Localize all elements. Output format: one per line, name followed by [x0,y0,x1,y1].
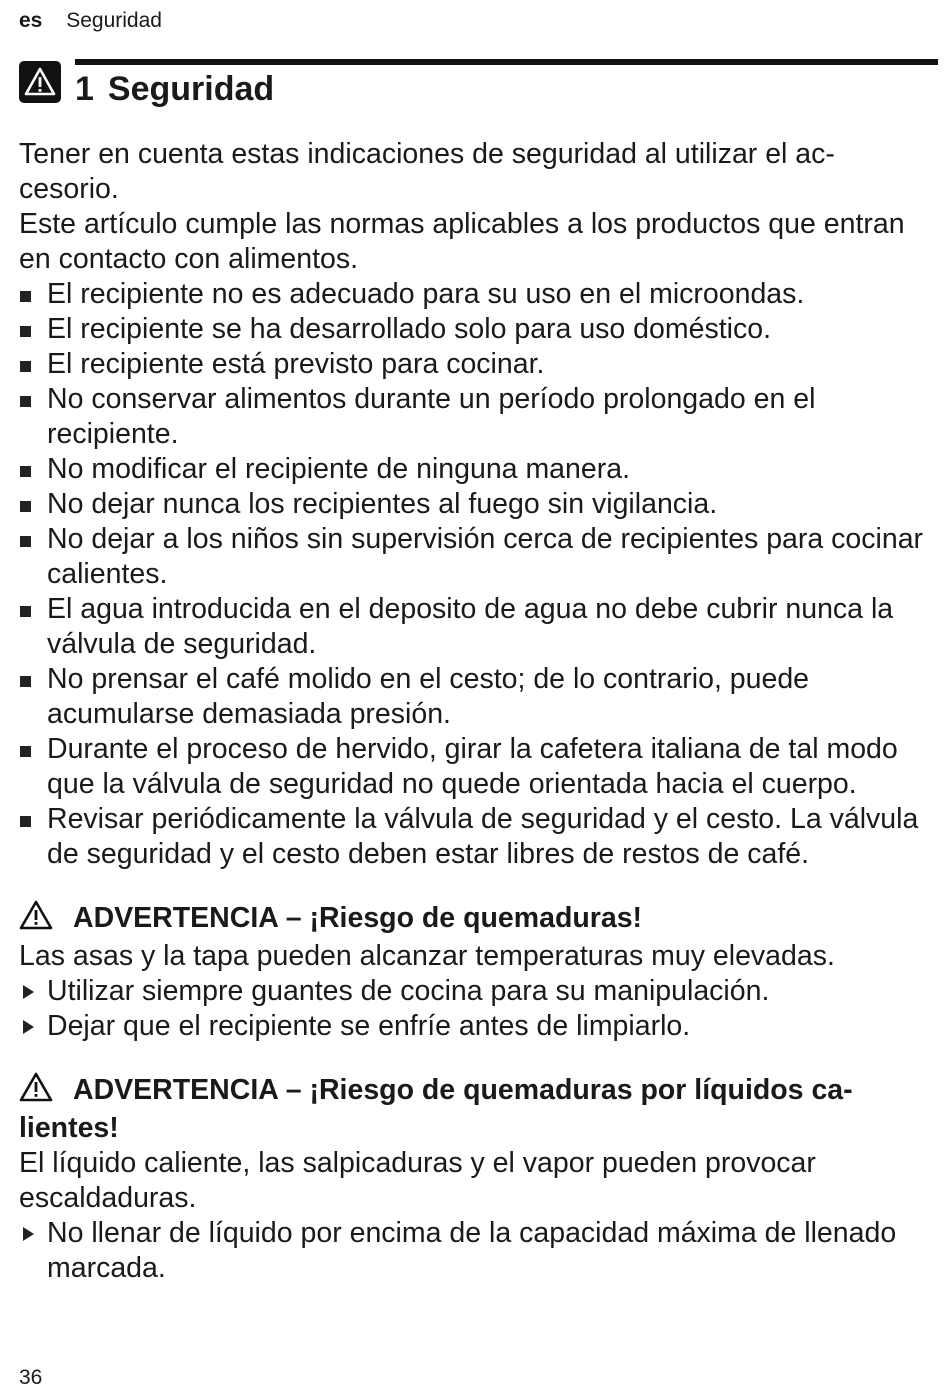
list-item: Revisar periódicamente la válvula de seguridad y el cesto. La válvula de seguridad y el cesto deben estar libres de restos de café. [19,802,924,872]
list-item: No prensar el café molido en el cesto; de lo contrario, puede acumularse demasiada presión. [19,662,924,732]
warning-title-text: ADVERTENCIA – ¡Riesgo de quemaduras! [73,902,643,934]
safety-content [19,137,924,1286]
warning-icon [19,61,61,103]
list-item: Durante el proceso de hervido, girar la cafetera italiana de tal modo que la válvula de seguridad no quede orientada hacia el cuerpo. [19,732,924,802]
header-section: Seguridad [66,9,162,32]
list-item: El recipiente no es adecuado para su uso en el microondas. [19,277,924,312]
list-item: El recipiente está previsto para cocinar. [19,347,924,382]
language-code: es [19,9,43,32]
warning-steps [19,1216,924,1286]
warning-block-hot-liquids [19,1072,924,1286]
page-header [19,9,162,33]
list-item: No modificar el recipiente de ninguna manera. [19,452,924,487]
warning-title [19,900,924,939]
section-title [75,70,274,109]
step-item: No llenar de líquido por encima de la capacidad máxima de llenado marcada. [19,1216,924,1286]
warning-triangle-icon [19,1072,53,1111]
warning-block-burns [19,900,924,1044]
section-rule [75,59,938,65]
intro-paragraph: Este artículo cumple las normas aplicables a los productos que entran en contacto con alimentos. [19,208,905,275]
list-item: No dejar a los niños sin supervisión cerca de recipientes para cocinar calientes. [19,522,924,592]
warning-title-text: ADVERTENCIA – ¡Riesgo de quemaduras por líquidos calientes! [19,1074,853,1144]
step-item: Dejar que el recipiente se enfríe antes de limpiarlo. [19,1009,924,1044]
warning-text: El líquido caliente, las salpicaduras y el vapor pueden provocar escaldaduras. [19,1147,816,1214]
list-item: El agua introducida en el deposito de agua no debe cubrir nunca la válvula de seguridad. [19,592,924,662]
list-item: El recipiente se ha desarrollado solo para uso doméstico. [19,312,924,347]
warning-triangle-icon [19,900,53,939]
section-number: 1 [75,70,94,108]
intro-paragraph: Tener en cuenta estas indicaciones de seguridad al utilizar el accesorio. [19,138,835,205]
warning-text: Las asas y la tapa pueden alcanzar temperaturas muy elevadas. [19,940,835,972]
list-item: No dejar nunca los recipientes al fuego sin vigilancia. [19,487,924,522]
section-title-text: Seguridad [107,70,275,108]
list-item: No conservar alimentos durante un período prolongado en el recipiente. [19,382,924,452]
safety-list [19,277,924,872]
page-number: 36 [19,1366,43,1389]
step-item: Utilizar siempre guantes de cocina para su manipulación. [19,974,924,1009]
warning-steps [19,974,924,1044]
warning-title [19,1072,924,1146]
